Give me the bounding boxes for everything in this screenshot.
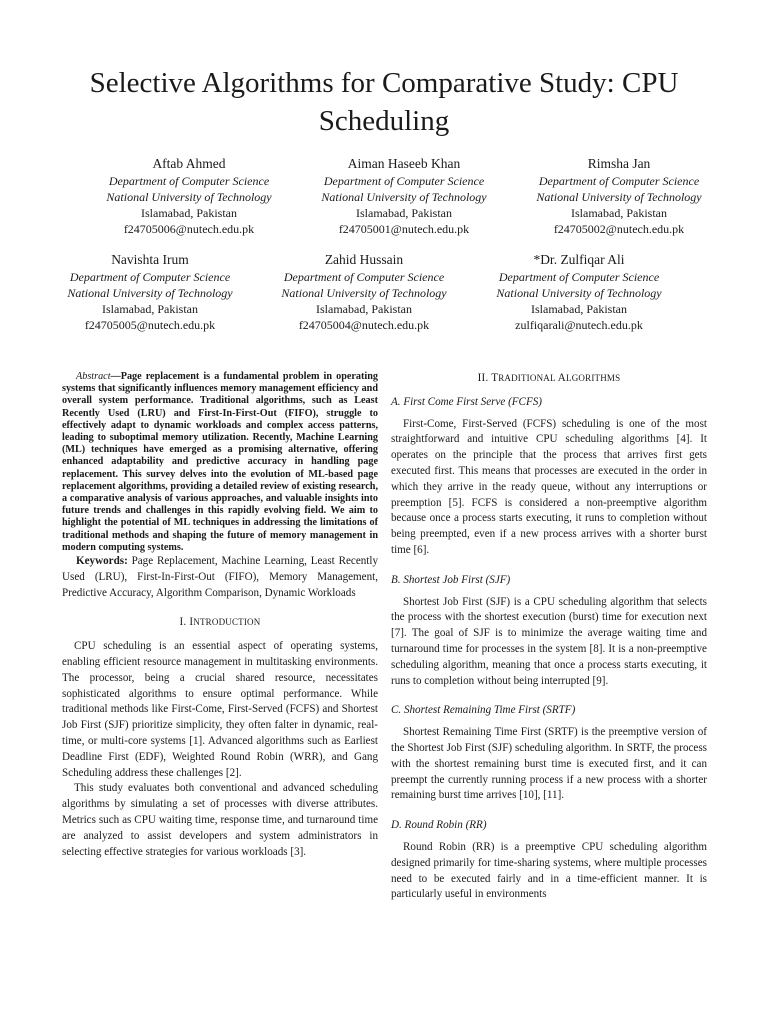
author-email: zulfiqarali@nutech.edu.pk (515, 318, 643, 332)
author-email: f24705002@nutech.edu.pk (553, 222, 685, 236)
rr-paragraph: Round Robin (RR) is a preemptive CPU scheduling algorithm designed primarily for time-sharing systems, where multiple processes need to be executed fairly and in a time-efficient manner. It is particularly useful in environments (391, 840, 707, 901)
subsection-heading-sjf: B. Shortest Job First (SJF) (391, 573, 511, 586)
author-univ: National University of Technology (321, 190, 487, 204)
intro-paragraph-1: CPU scheduling is an essential aspect of operating systems, enabling efficient resource management in multitasking environments. The processor, being a crucial shared resource, necessitates sophisticated algorithms to ensure optimal performance. While traditional methods like First-Come, First-Served (FCFS) and Shortest Job First (SJF) prioritize simplicity, they often falter in dynamic, real-time, or multi-core systems [1]. Advanced algorithms such as Earliest Deadline First (EDF), Weighted Round Robin (WRR), and Gang Scheduling address these challenges [2]. (62, 640, 378, 779)
author-dept: Department of Computer Science (69, 270, 231, 284)
keywords (62, 554, 378, 601)
keywords-text: Page Replacement, Machine Learning, Least Recently Used (LRU), First-In-First-Out (FIFO), Memory Management, Predictive Accuracy, Algorithm Comparison, Dynamic Workloads (62, 555, 378, 599)
left-column (62, 371, 378, 860)
author-name: *Dr. Zulfiqar Ali (533, 252, 625, 267)
srtf-paragraph: Shortest Remaining Time First (SRTF) is the preemptive version of the Shortest Job First (SJF) scheduling algorithm. In SRTF, the process with the shortest remaining burst time is executed first, and it can preempt the currently running process if a new process with a shorter remaining burst time arrives [10], [11]. (391, 726, 707, 802)
author-email: f24705001@nutech.edu.pk (338, 222, 470, 236)
keywords-label: Keywords: (76, 555, 128, 568)
author-city: Islamabad, Pakistan (316, 302, 412, 316)
author-email: f24705004@nutech.edu.pk (298, 318, 430, 332)
author-city: Islamabad, Pakistan (102, 302, 198, 316)
author-univ: National University of Technology (536, 190, 702, 204)
author-card (289, 154, 519, 237)
author-email: f24705005@nutech.edu.pk (84, 318, 216, 332)
author-card (74, 154, 304, 237)
author-univ: National University of Technology (106, 190, 272, 204)
author-card (249, 250, 479, 333)
subsection-heading-fcfs: A. First Come First Serve (FCFS) (391, 395, 542, 408)
author-univ: National University of Technology (496, 286, 662, 300)
section-heading-traditional: II. TRADITIONAL ALGORITHMS (477, 372, 621, 384)
author-city: Islamabad, Pakistan (531, 302, 627, 316)
author-city: Islamabad, Pakistan (141, 206, 237, 220)
author-name: Rimsha Jan (587, 156, 651, 171)
abstract-text: —Page replacement is a fundamental problem in operating systems that significantly influences memory management efficiency and overall system performance. Traditional algorithms, such as Least Recently Used (LRU) and First-In-First-Out (FIFO), struggle to effectively adapt to dynamic workloads and complex access patterns, leading to suboptimal memory utilization. Recently, Machine Learning (ML) techniques have emerged as a promising alternative, offering enhanced adaptability and predictive accuracy in handling page replacement. This survey delves into the evolution of ML-based page replacement algorithms, providing a detailed review of existing research, a comparative analysis of various approaches, and valuable insights into future trends and challenges in this rapidly evolving field. We aim to highlight the potential of ML techniques in addressing the limitations of traditional methods and shaping the future of memory management in modern computing systems. (62, 371, 378, 553)
right-column (391, 371, 707, 903)
abstract-label: Abstract (76, 371, 111, 382)
intro-paragraph-2: This study evaluates both conventional and advanced scheduling algorithms by simulating a set of processes with diverse attributes. Metrics such as CPU waiting time, response time, and turnaround time are analyzed to assist developers and system administrators in selecting effective strategies for various workloads [3]. (62, 782, 378, 858)
author-dept: Department of Computer Science (108, 174, 270, 188)
author-name: Aftab Ahmed (152, 156, 226, 171)
author-email: f24705006@nutech.edu.pk (123, 222, 255, 236)
author-dept: Department of Computer Science (498, 270, 660, 284)
author-card (464, 250, 694, 333)
subsection-heading-rr: D. Round Robin (RR) (391, 819, 487, 832)
subsection-heading-srtf: C. Shortest Remaining Time First (SRTF) (391, 704, 576, 717)
author-name: Navishta Irum (111, 252, 189, 267)
section-heading-introduction: I. INTRODUCTION (179, 616, 261, 629)
author-name: Zahid Hussain (324, 252, 404, 267)
author-dept: Department of Computer Science (323, 174, 485, 188)
author-card (35, 250, 265, 333)
author-city: Islamabad, Pakistan (356, 206, 452, 220)
author-dept: Department of Computer Science (283, 270, 445, 284)
abstract (62, 371, 378, 554)
author-univ: National University of Technology (67, 286, 233, 300)
author-card (504, 154, 734, 237)
sjf-paragraph: Shortest Job First (SJF) is a CPU scheduling algorithm that selects the process with the shortest execution (burst) time for execution next [7]. The goal of SJF is to minimize the average waiting time and turnaround time for processes in the system [8]. It is a non-preemptive scheduling algorithm, meaning that once a process starts executing, it runs to completion without being interrupted [9]. (391, 595, 707, 687)
fcfs-paragraph: First-Come, First-Served (FCFS) scheduling is one of the most straightforward and intuitive CPU scheduling algorithms [4]. It operates on the principle that the process that arrives first gets executed first. This means that processes are executed in the order in which they arrive in the ready queue, without any interruptions or preemption [5]. FCFS is considered a non-preemptive algorithm because once a process starts executing, it runs to completion without being preempted, even if a new process arrives with a shorter burst time [6]. (391, 417, 707, 556)
author-dept: Department of Computer Science (538, 174, 700, 188)
author-city: Islamabad, Pakistan (571, 206, 667, 220)
paper-title: Selective Algorithms for Comparative Study: CPU Scheduling (89, 67, 679, 137)
author-univ: National University of Technology (281, 286, 447, 300)
author-name: Aiman Haseeb Khan (347, 156, 461, 171)
